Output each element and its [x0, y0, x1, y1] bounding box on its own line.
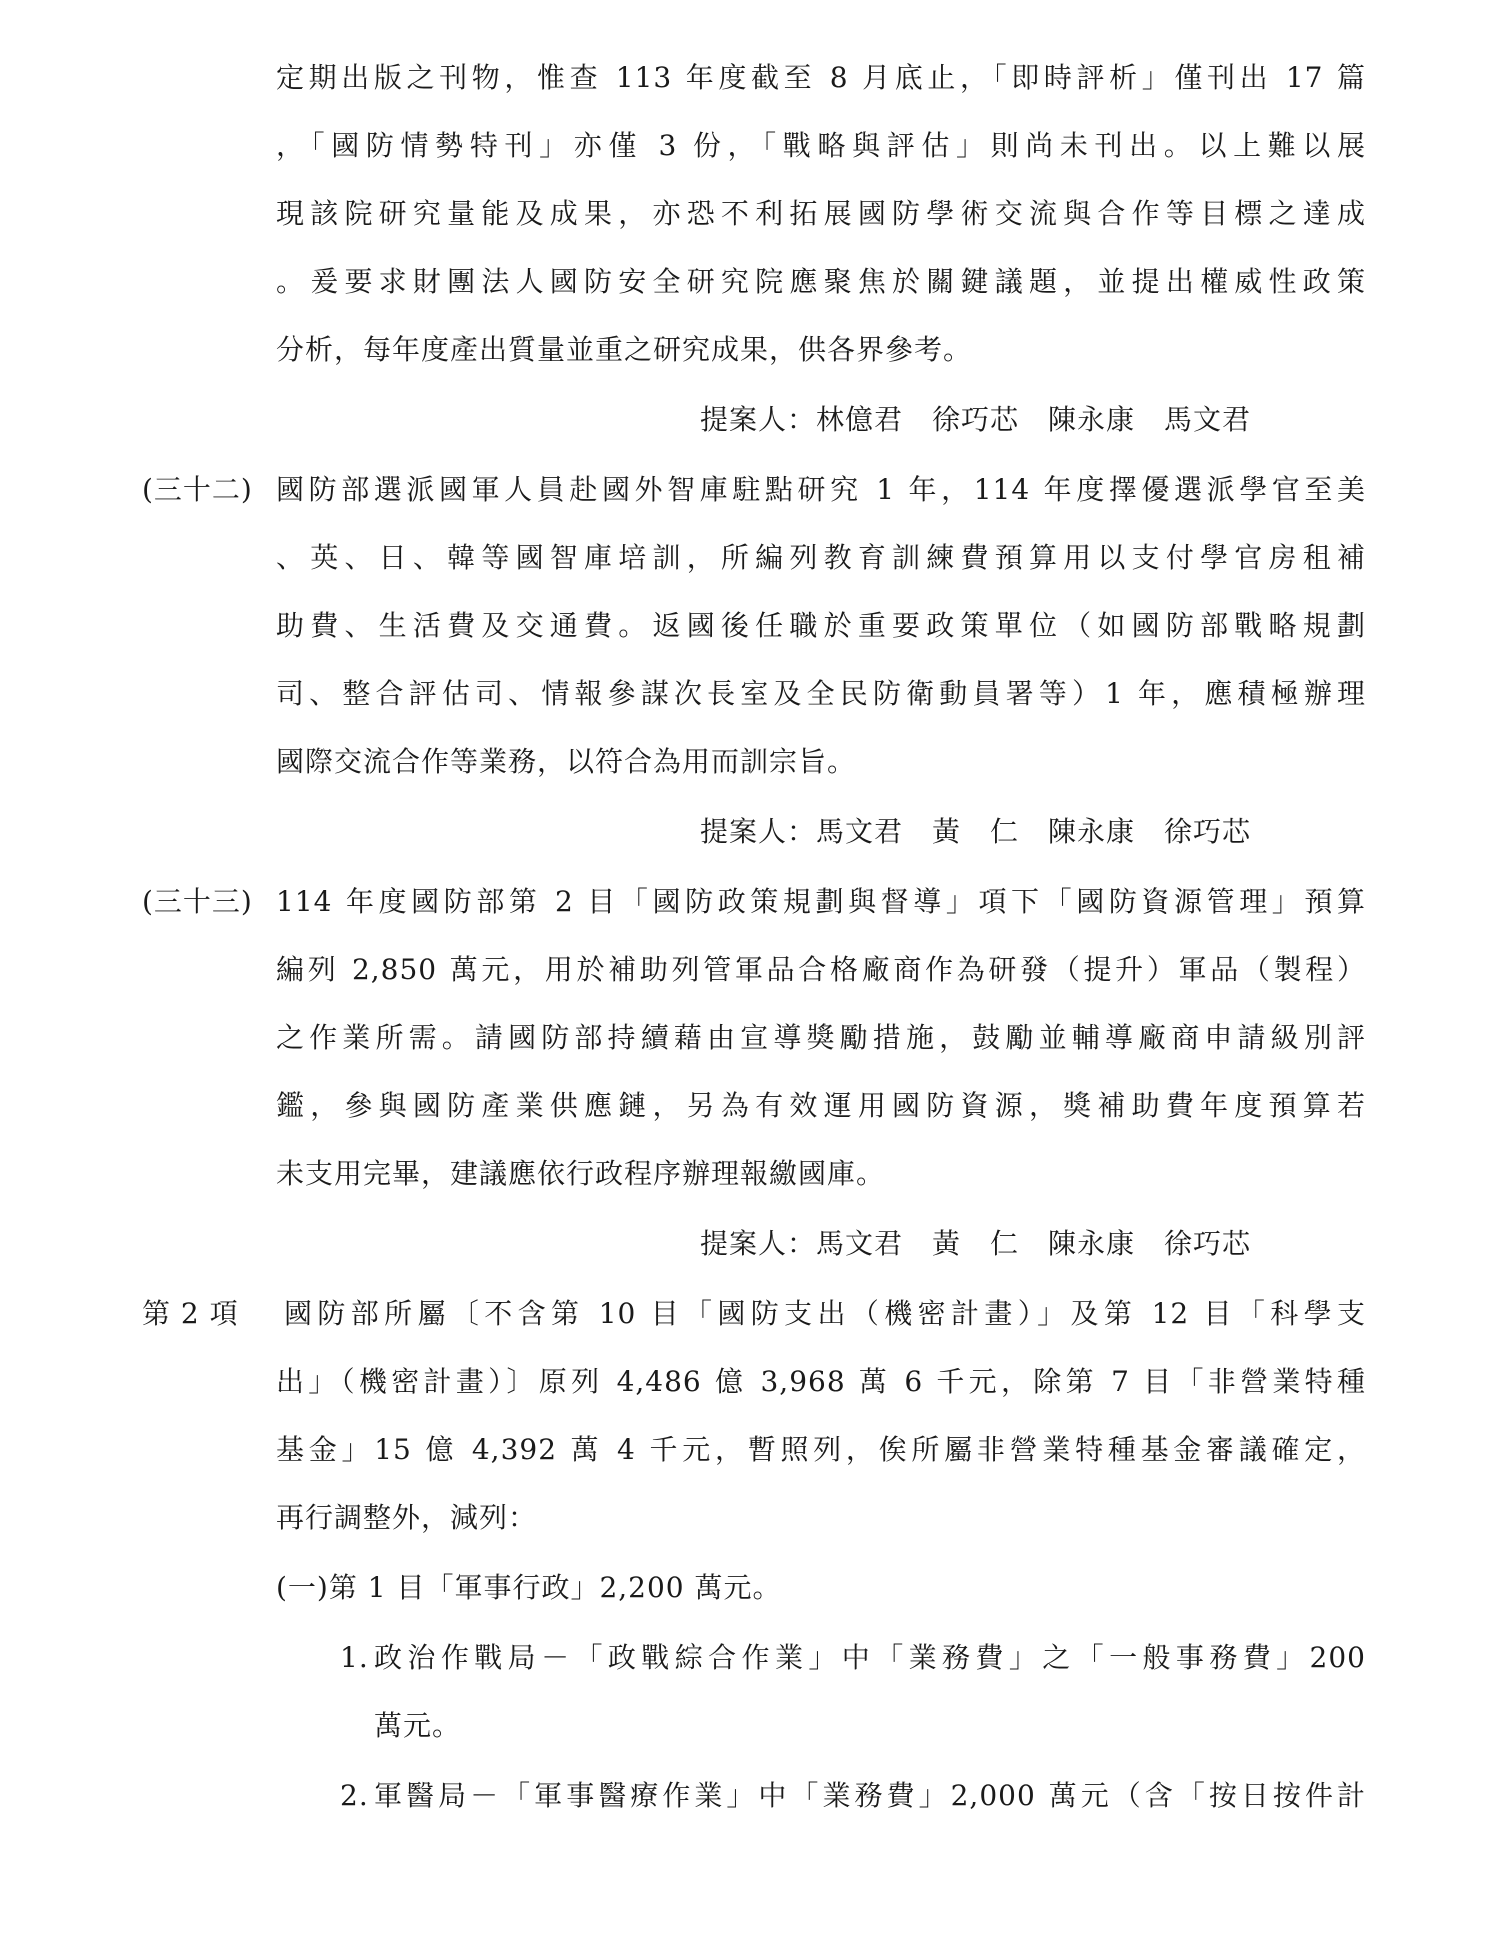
text-line: 。爰要求財團法人國防安全研究院應聚焦於關鍵議題，並提出權威性政策	[276, 265, 1366, 298]
text-line: 現該院研究量能及成果，亦恐不利拓展國防學術交流與合作等目標之達成	[276, 197, 1366, 230]
text-line: 出」（機密計畫）〕原列 4,486 億 3,968 萬 6 千元，除第 7 目「非營業特種	[276, 1365, 1366, 1398]
item-number: (三十三)	[142, 885, 253, 918]
text-line: 政治作戰局－「政戰綜合作業」中「業務費」之「一般事務費」200	[374, 1641, 1366, 1674]
text-line: 基金」15 億 4,392 萬 4 千元，暫照列，俟所屬非營業特種基金審議確定，	[276, 1433, 1366, 1466]
text-line: 國際交流合作等業務，以符合為用而訓宗旨。	[276, 745, 857, 778]
text-line: 司、整合評估司、情報參謀次長室及全民防衛動員署等）1 年，應積極辦理	[276, 677, 1366, 710]
proposer-line: 提案人：馬文君 黃 仁 陳永康 徐巧芯	[700, 815, 1252, 848]
text-line: 之作業所需。請國防部持續藉由宣導獎勵措施，鼓勵並輔導廠商申請級別評	[276, 1021, 1366, 1054]
text-line: 分析，每年度產出質量並重之研究成果，供各界參考。	[276, 333, 973, 366]
text-line: 軍醫局－「軍事醫療作業」中「業務費」2,000 萬元（含「按日按件計	[374, 1779, 1366, 1812]
text-line: 助費、生活費及交通費。返國後任職於重要政策單位（如國防部戰略規劃	[276, 609, 1366, 642]
text-line: 國防部選派國軍人員赴國外智庫駐點研究 1 年，114 年度擇優選派學官至美	[276, 473, 1366, 506]
proposer-line: 提案人：馬文君 黃 仁 陳永康 徐巧芯	[700, 1227, 1252, 1260]
text-line: 鑑，參與國防產業供應鏈，另為有效運用國防資源，獎補助費年度預算若	[276, 1089, 1366, 1122]
text-line: 未支用完畢，建議應依行政程序辦理報繳國庫。	[276, 1157, 886, 1190]
item-number: (三十二)	[142, 473, 253, 506]
text-line: 萬元。	[374, 1709, 462, 1742]
proposer-line: 提案人：林億君 徐巧芯 陳永康 馬文君	[700, 403, 1252, 436]
text-line: 114 年度國防部第 2 目「國防政策規劃與督導」項下「國防資源管理」預算	[276, 885, 1366, 918]
text-line: 編列 2,850 萬元，用於補助列管軍品合格廠商作為研發（提升）軍品（製程）	[276, 953, 1366, 986]
text-line: 再行調整外，減列：	[276, 1501, 538, 1534]
point-number: 1.	[340, 1641, 369, 1674]
text-line: 國防部所屬〔不含第 10 目「國防支出（機密計畫）」及第 12 目「科學支	[284, 1297, 1366, 1330]
text-line: 定期出版之刊物，惟查 113 年度截至 8 月底止，「即時評析」僅刊出 17 篇	[276, 61, 1366, 94]
section-number: 第 2 項	[142, 1297, 239, 1330]
text-line: ，「國防情勢特刊」亦僅 3 份，「戰略與評估」則尚未刊出。以上難以展	[276, 129, 1366, 162]
point-number: 2.	[340, 1779, 369, 1812]
text-line: 、英、日、韓等國智庫培訓，所編列教育訓練費預算用以支付學官房租補	[276, 541, 1366, 574]
sub-item-1: (一)第 1 目「軍事行政」2,200 萬元。	[276, 1571, 782, 1604]
